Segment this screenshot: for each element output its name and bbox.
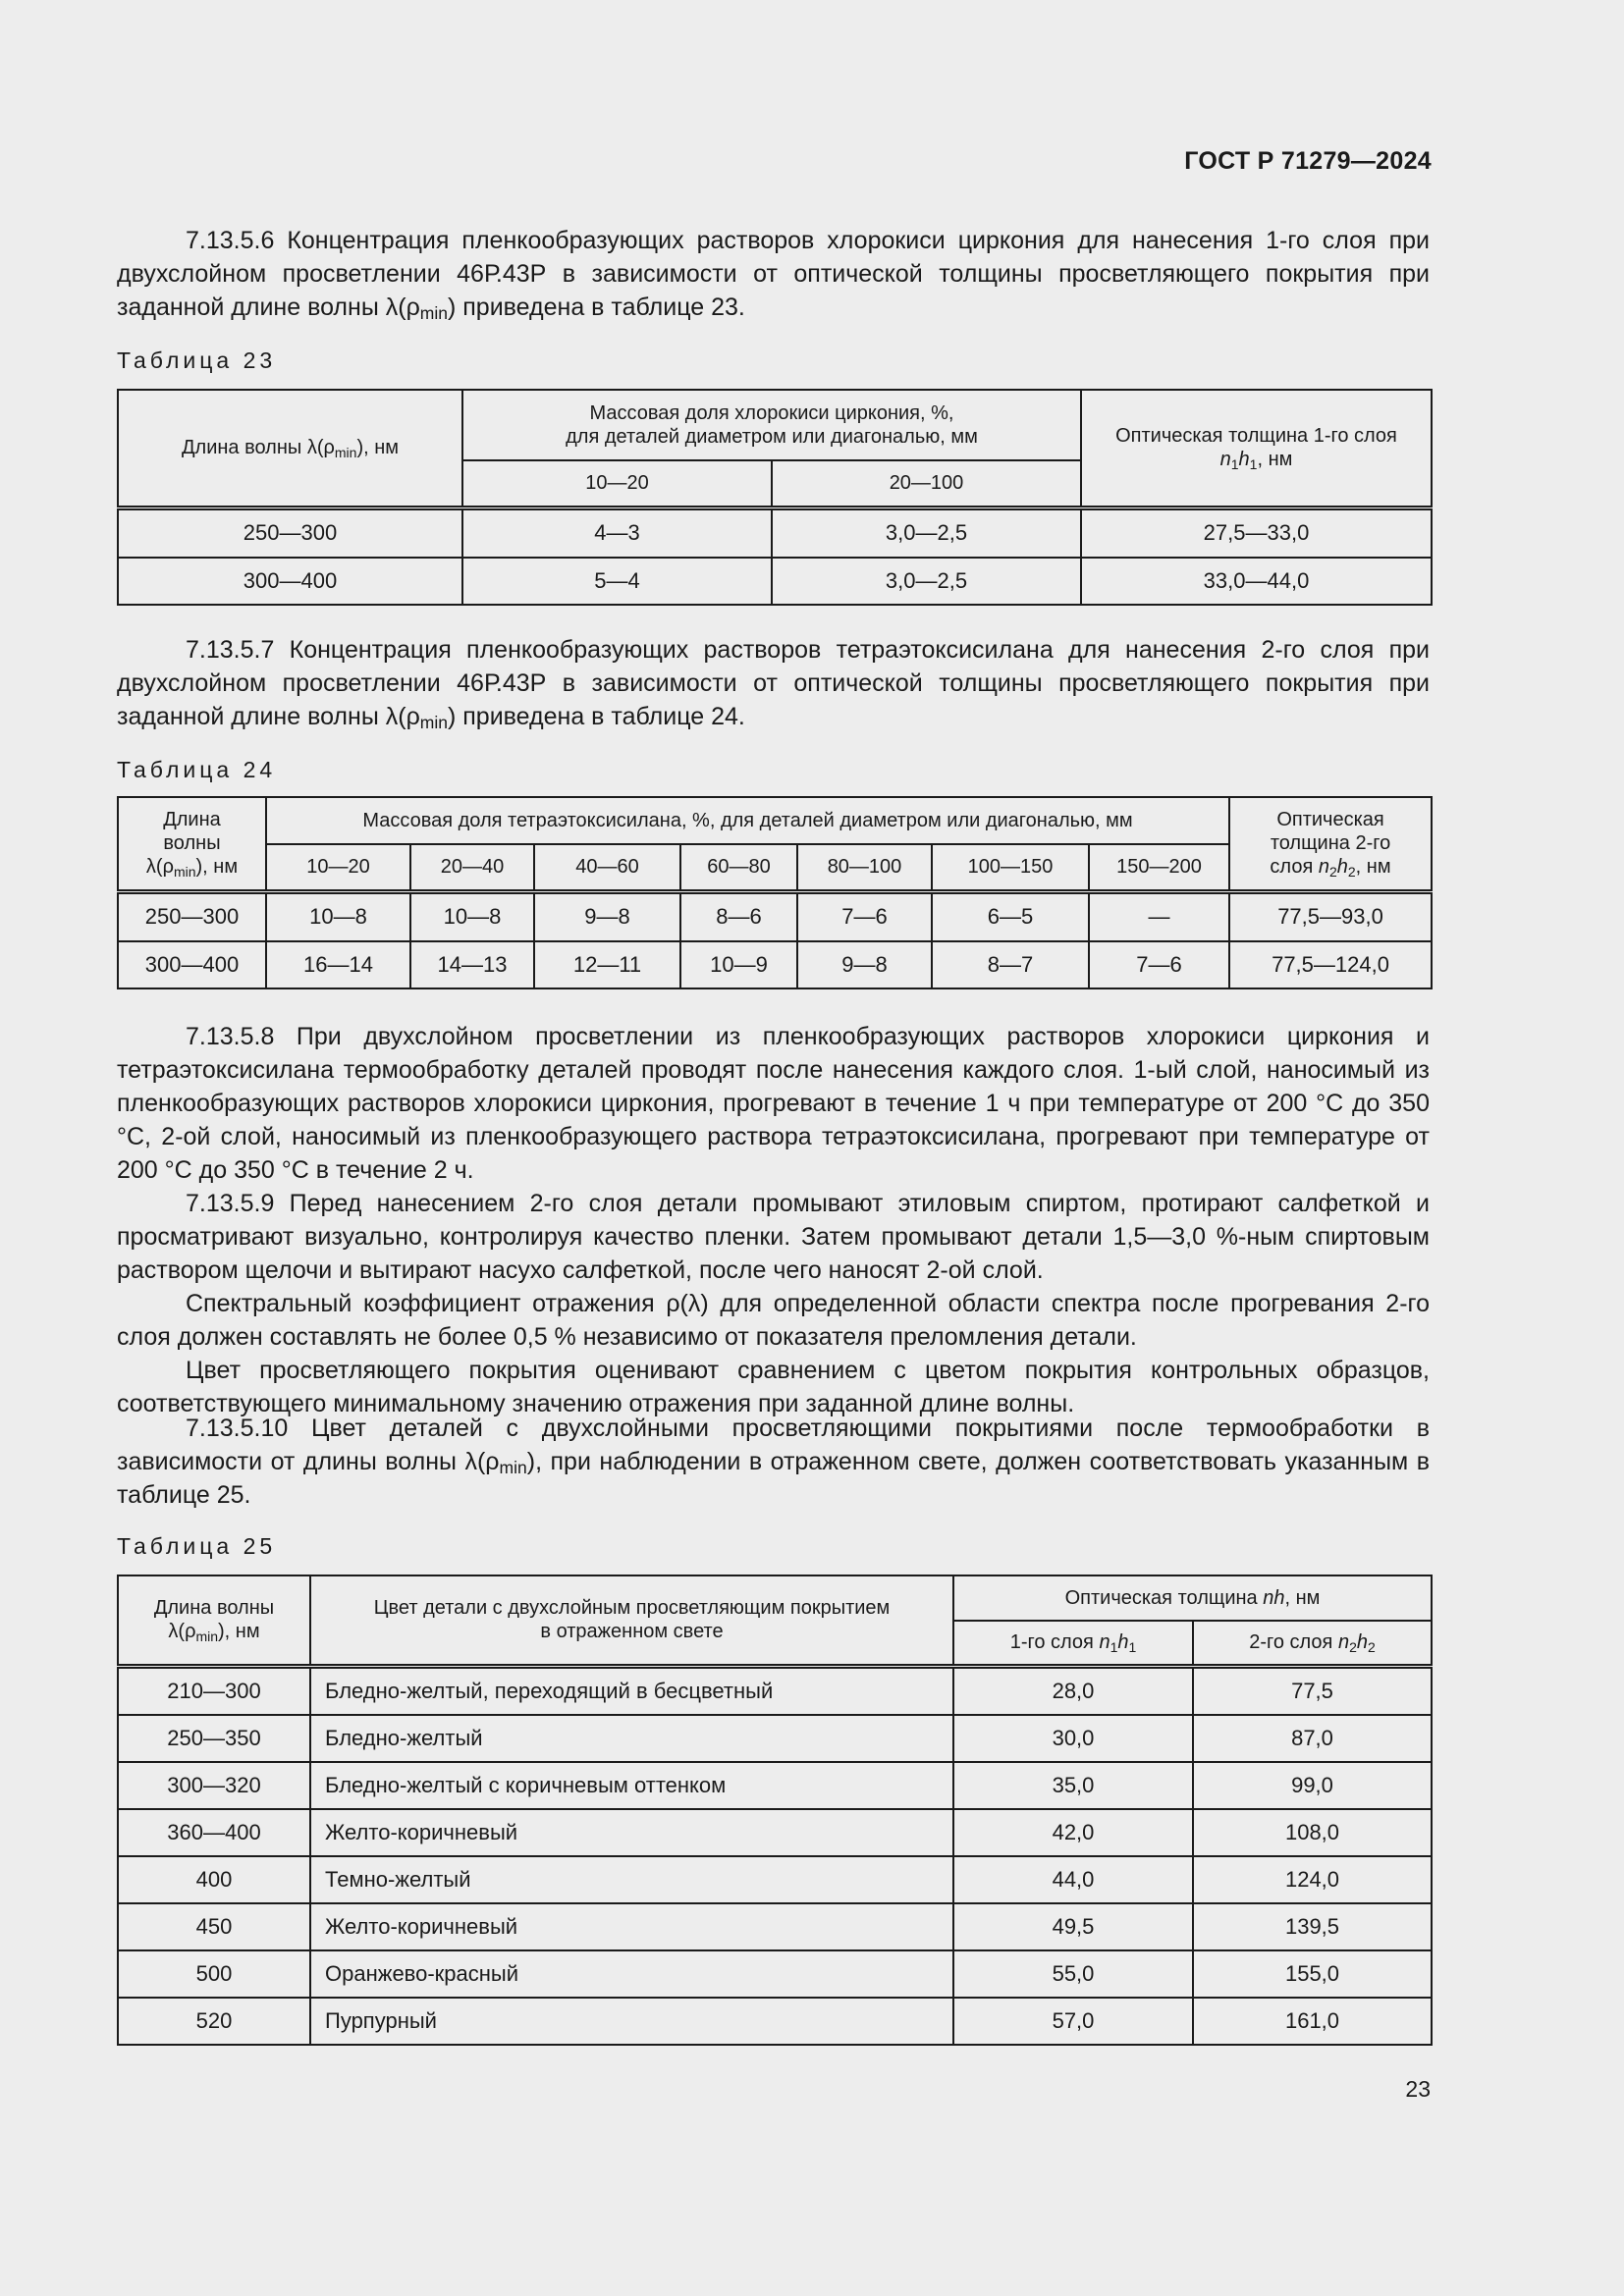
paragraph-7-13-5-8: 7.13.5.8 При двухслойном просветлении из пленкообразующих растворов хлорокиси циркония и тетраэтоксисилана термообработку деталей проводят после нанесения каждого слоя. 1-ый слой, наносимый из пленкообразующих растворов хлорокиси циркония, прогревают в течение 1 ч при температуре от 200 °С до 350 °С, 2-ой слой, наносимый из пленкообразующего раствора тетраэтоксисилана, прогревают при температуре от 200 °С до 350 °С в течение 2 ч.: [117, 1023, 1430, 1184]
col-subheader: 10—20: [462, 460, 772, 507]
paragraph-7-13-5-6: 7.13.5.6 Концентрация пленкообразующих растворов хлорокиси циркония для нанесения 1-го слоя при двухслойном просветлении 46Р.43Р в зависимости от оптической толщины просветляющего покрытия при заданной длине волны $\lambda(\rho_{min})$ приведена в таблице 23.: [117, 227, 1430, 323]
table-row: 400 Темно-желтый 44,0 124,0: [118, 1856, 1432, 1903]
col-subheader: 150—200: [1089, 844, 1229, 891]
table-23-caption: Таблица 23: [117, 347, 277, 373]
table-row: 360—400 Желто-коричневый 42,0 108,0: [118, 1809, 1432, 1856]
table-row: 250—350 Бледно-желтый 30,0 87,0: [118, 1715, 1432, 1762]
col-header-optical-thickness: Оптическая толщина 1-го слоя $n_1h_1$, нм: [1081, 390, 1432, 507]
col-header-optical-thickness: Оптическая толщина 2-го слоя $n_2h_2$, нм: [1229, 797, 1432, 891]
table-row: 520 Пурпурный 57,0 161,0: [118, 1998, 1432, 2045]
table-24-caption: Таблица 24: [117, 757, 277, 782]
paragraphs-7-13-5-8-to-9: [117, 1020, 1430, 1420]
paragraph-7-13-5-9: 7.13.5.9 Перед нанесением 2-го слоя детали промывают этиловым спиртом, протирают салфеткой и просматривают визуально, контролируя качество пленки. Затем промывают детали 1,5—3,0 %-ным спиртовым раствором щелочи и вытирают насухо салфеткой, после чего наносят 2-ой слой.: [117, 1190, 1430, 1284]
table-row: 210—300 Бледно-желтый, переходящий в бесцветный 28,0 77,5: [118, 1666, 1432, 1715]
col-subheader: 100—150: [932, 844, 1089, 891]
col-header-optical-thickness: Оптическая толщина nh, нм: [953, 1575, 1432, 1621]
page-number: 23: [1405, 2076, 1431, 2102]
col-subheader: 20—40: [410, 844, 534, 891]
paragraph-reflection: Спектральный коэффициент отражения ρ(λ) для определенной области спектра после прогревания 2-го слоя должен составлять не более 0,5 % независимо от показателя преломления детали.: [117, 1290, 1430, 1351]
table-row: 500 Оранжево-красный 55,0 155,0: [118, 1950, 1432, 1998]
col-subheader-layer-2: 2-го слоя $n_2h_2$: [1193, 1621, 1432, 1666]
table-row: 450 Желто-коричневый 49,5 139,5: [118, 1903, 1432, 1950]
paragraph-color: Цвет просветляющего покрытия оценивают сравнением с цветом покрытия контрольных образцов, соответствующего минимальному значению отражения при заданной длине волны.: [117, 1357, 1430, 1417]
table-row: 300—400 5—4 3,0—2,5 33,0—44,0: [118, 558, 1432, 605]
col-header-color: Цвет детали с двухслойным просветляющим покрытием в отраженном свете: [310, 1575, 953, 1666]
document-header: ГОСТ Р 71279—2024: [1184, 147, 1432, 175]
table-row: 300—400 16—14 14—13 12—11 10—9 9—8 8—7 7—6 77,5—124,0: [118, 941, 1432, 988]
col-header-wavelength: Длина волны $\lambda(\rho_{min})$, нм: [118, 390, 462, 507]
col-header-mass-fraction: Массовая доля тетраэтоксисилана, %, для деталей диаметром или диагональю, мм: [266, 797, 1229, 844]
table-24: [117, 796, 1433, 989]
paragraph-7-13-5-7: 7.13.5.7 Концентрация пленкообразующих растворов тетраэтоксисилана для нанесения 2-го слоя при двухслойном просветлении 46Р.43Р в зависимости от оптической толщины просветляющего покрытия при заданной длине волны $\lambda(\rho_{min})$ приведена в таблице 24.: [117, 636, 1430, 732]
table-25: [117, 1575, 1433, 2046]
col-header-wavelength: Длина волны $\lambda(\rho_{min})$, нм: [118, 797, 266, 891]
table-row: 300—320 Бледно-желтый с коричневым оттенком 35,0 99,0: [118, 1762, 1432, 1809]
table-row: 250—300 10—8 10—8 9—8 8—6 7—6 6—5 — 77,5—93,0: [118, 891, 1432, 941]
col-subheader: 10—20: [266, 844, 410, 891]
col-subheader-layer-1: 1-го слоя $n_1h_1$: [953, 1621, 1193, 1666]
col-subheader: 20—100: [772, 460, 1081, 507]
table-23: [117, 389, 1433, 606]
paragraph-7-13-5-10: 7.13.5.10 Цвет деталей с двухслойными просветляющими покрытиями после термообработки в зависимости от длины волны $\lambda(\rho_{min})$, при наблюдении в отраженном свете, должен соответствовать указанным в таблице 25.: [117, 1415, 1430, 1509]
col-header-mass-fraction: Массовая доля хлорокиси циркония, %, для деталей диаметром или диагональю, мм: [462, 390, 1081, 460]
table-row: 250—300 4—3 3,0—2,5 27,5—33,0: [118, 507, 1432, 558]
col-subheader: 40—60: [534, 844, 680, 891]
col-subheader: 80—100: [797, 844, 932, 891]
col-header-wavelength: Длина волны $\lambda(\rho_{min})$, нм: [118, 1575, 310, 1666]
col-subheader: 60—80: [680, 844, 797, 891]
table-25-caption: Таблица 25: [117, 1533, 277, 1559]
